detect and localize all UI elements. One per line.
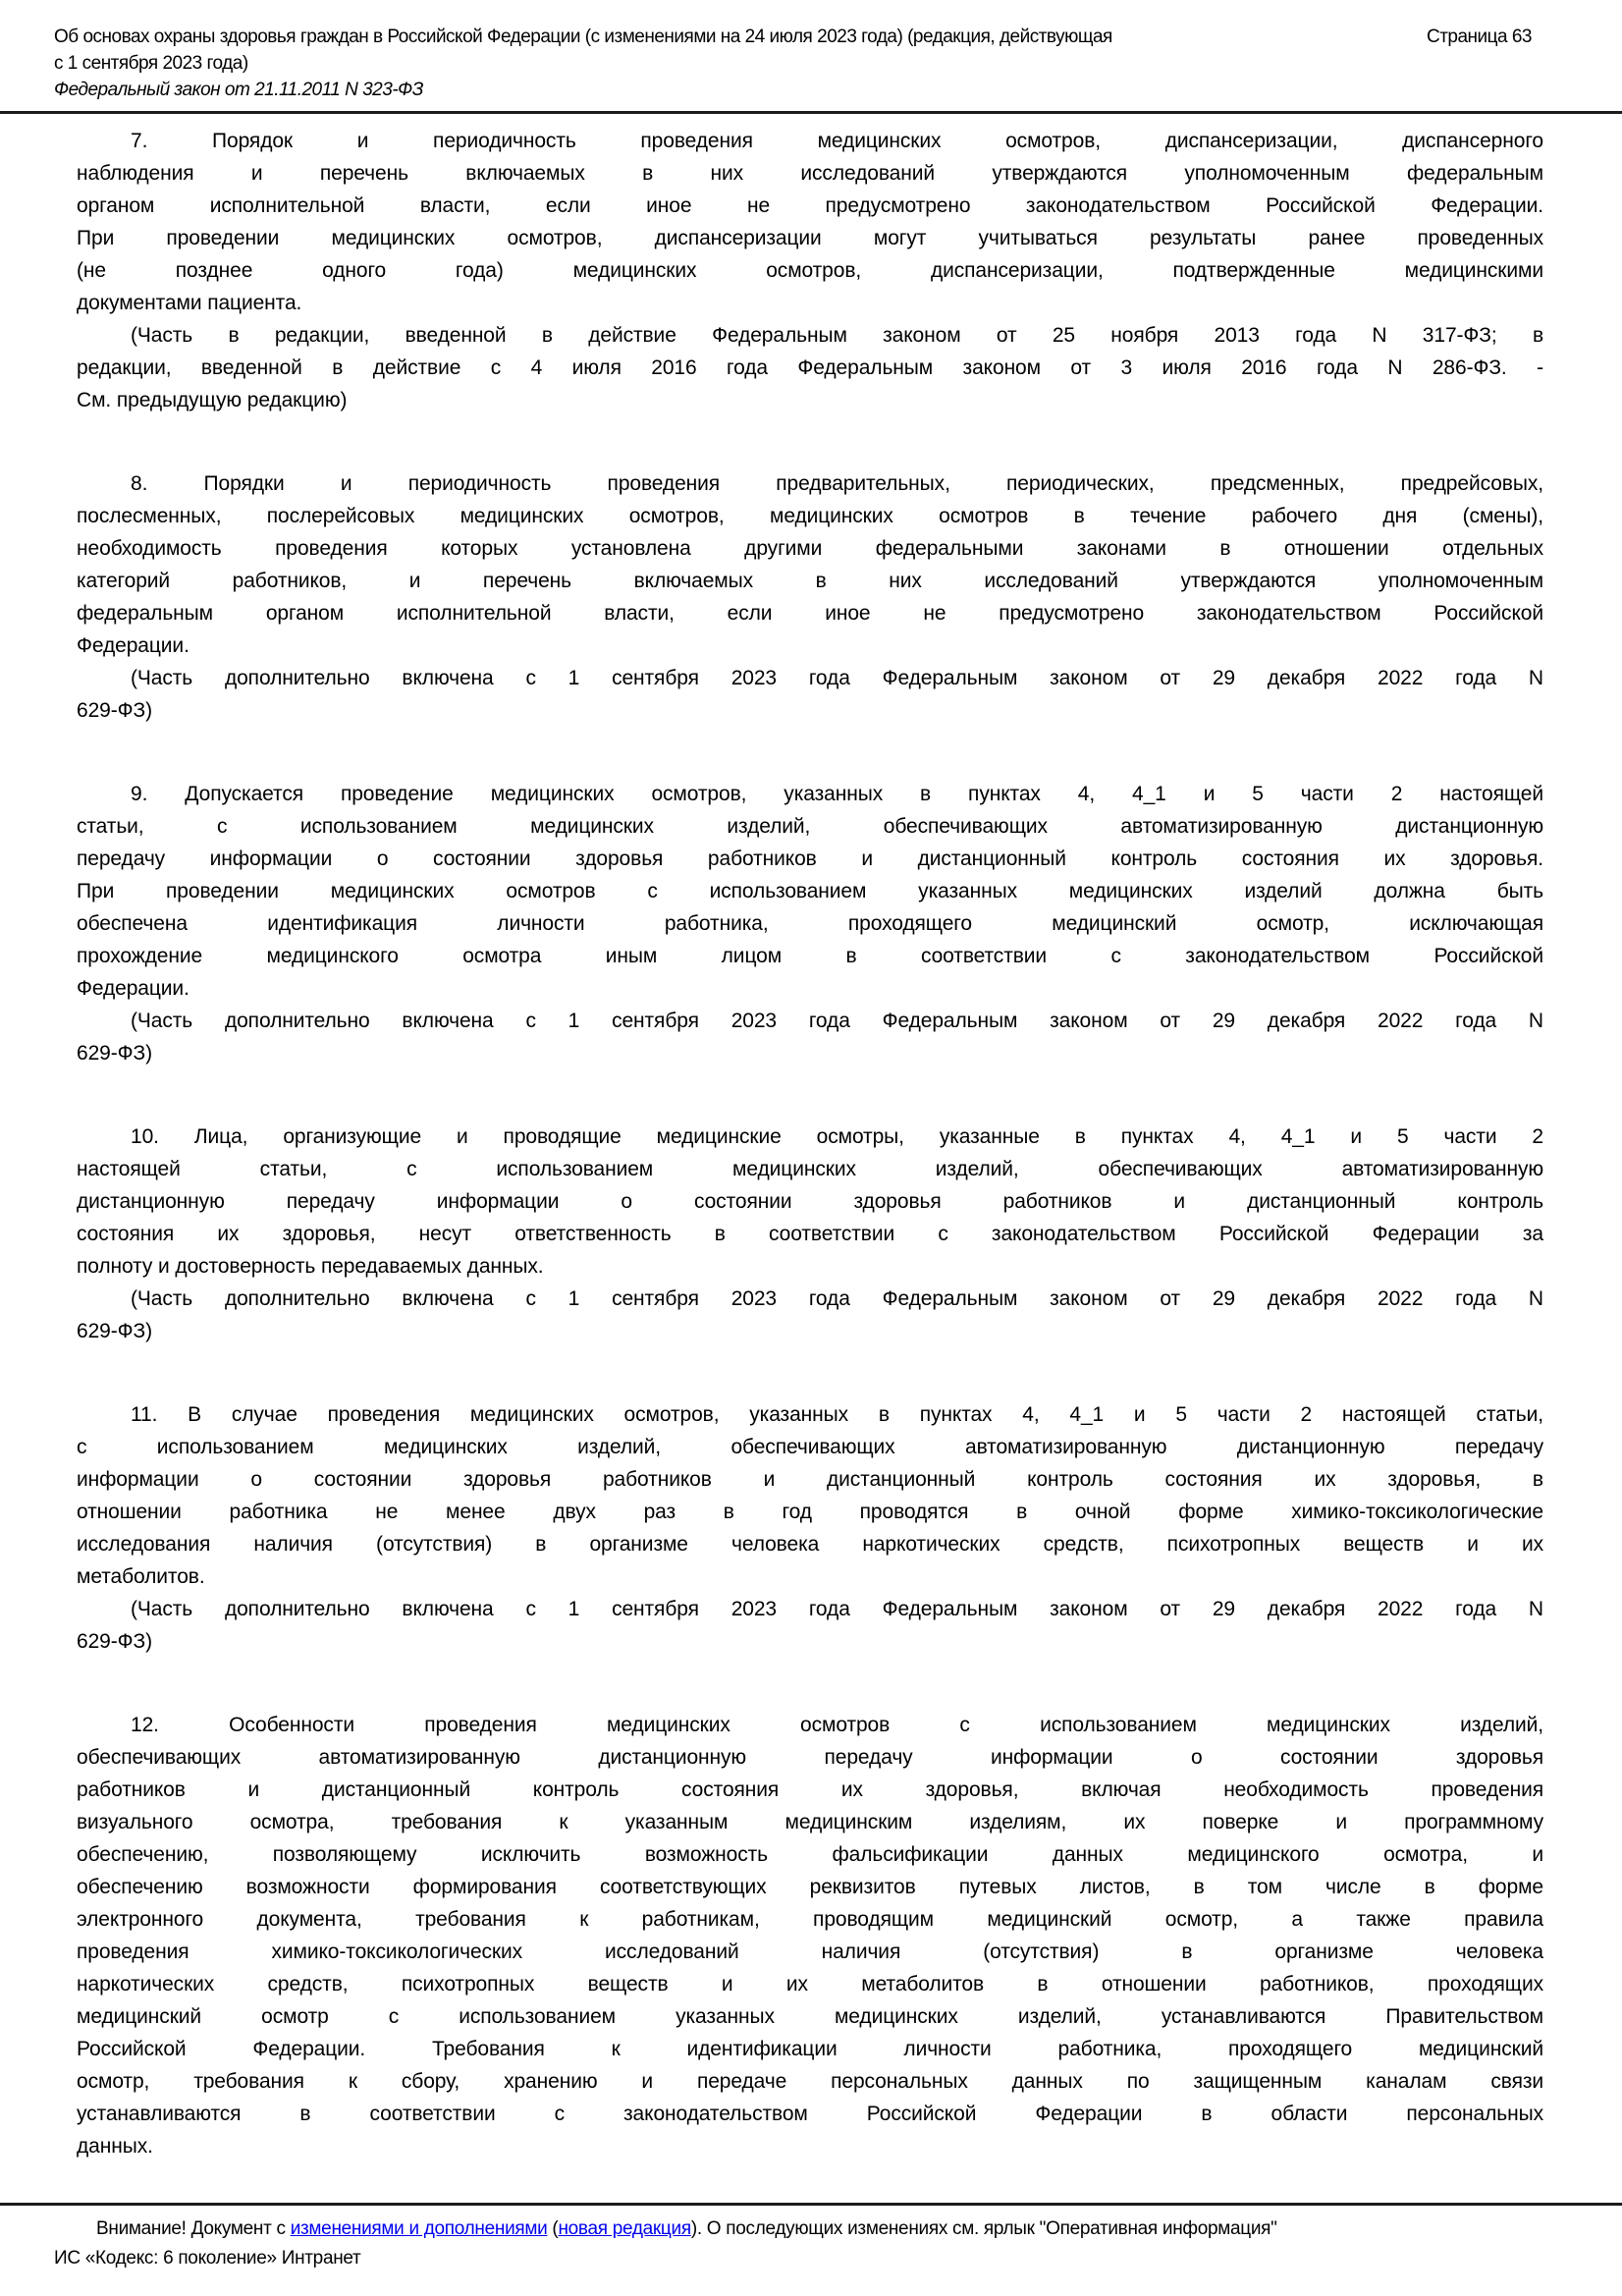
text-line: состояния их здоровья, несут ответственность в соответствии с законодательством Российской Федерации за xyxy=(77,1223,1543,1245)
new-edition-link[interactable]: новая редакция xyxy=(558,2218,691,2239)
document-title-line-1: Об основах охраны здоровья граждан в Российской Федерации (с изменениями на 24 июля 2023 года) (редакция, действующая xyxy=(54,27,1112,47)
document-title-line-2: с 1 сентября 2023 года) xyxy=(54,53,248,74)
paragraph xyxy=(77,778,1543,1005)
text-line: 8. Порядки и периодичность проведения предварительных, периодических, предсменных, предрейсовых, xyxy=(131,472,1543,495)
text-line: 10. Лица, организующие и проводящие медицинские осмотры, указанные в пунктах 4, 4_1 и 5 части 2 xyxy=(131,1125,1543,1148)
text-line: данных. xyxy=(77,2135,153,2158)
text-line: (Часть в редакции, введенной в действие Федеральным законом от 25 ноября 2013 года N 317-ФЗ; в xyxy=(131,324,1543,347)
paragraph xyxy=(77,1593,1543,1658)
paragraph xyxy=(77,125,1543,319)
text-line: обеспечена идентификация личности работника, проходящего медицинский осмотр, исключающая xyxy=(77,912,1543,935)
text-line: обеспечивающих автоматизированную дистанционную передачу информации о состоянии здоровья xyxy=(77,1746,1543,1769)
text-line: передачу информации о состоянии здоровья работников и дистанционный контроль состояния их здоровья. xyxy=(77,847,1543,870)
text-line: (Часть дополнительно включена с 1 сентября 2023 года Федеральным законом от 29 декабря 2022 года N xyxy=(131,667,1543,689)
text-line: (Часть дополнительно включена с 1 сентября 2023 года Федеральным законом от 29 декабря 2022 года N xyxy=(131,1287,1543,1310)
text-line: 11. В случае проведения медицинских осмотров, указанных в пунктах 4, 4_1 и 5 части 2 настоящей статьи, xyxy=(131,1403,1543,1426)
footer-notice xyxy=(54,2214,1568,2244)
text-line: Российской Федерации. Требования к идентификации личности работника, проходящего медицинский xyxy=(77,2038,1543,2060)
text-line: медицинский осмотр с использованием указанных медицинских изделий, устанавливаются Правительством xyxy=(77,2005,1543,2028)
text-line: 629-ФЗ) xyxy=(77,699,152,722)
footer-source: ИС «Кодекс: 6 поколение» Интранет xyxy=(54,2248,361,2269)
law-part-12 xyxy=(77,1709,1543,2162)
law-part-9 xyxy=(77,778,1543,1069)
text-line: Федерации. xyxy=(77,977,189,1000)
law-part-7 xyxy=(77,125,1543,416)
paragraph xyxy=(77,1121,1543,1283)
paragraph xyxy=(77,1398,1543,1593)
text-line: При проведении медицинских осмотров с использованием указанных медицинских изделий должна быть xyxy=(77,880,1543,902)
text-line: исследования наличия (отсутствия) в организме человека наркотических средств, психотропных веществ и их xyxy=(77,1533,1543,1556)
text-line: осмотр, требования к сбору, хранению и передаче персональных данных по защищенным каналам связи xyxy=(77,2070,1543,2093)
notice-mid: ( xyxy=(547,2218,559,2239)
text-line: 629-ФЗ) xyxy=(77,1320,152,1342)
text-line: 9. Допускается проведение медицинских осмотров, указанных в пунктах 4, 4_1 и 5 части 2 настоящей xyxy=(131,783,1543,805)
text-line: 629-ФЗ) xyxy=(77,1042,152,1065)
text-line: послесменных, послерейсовых медицинских осмотров, медицинских осмотров в течение рабочего дня (смены), xyxy=(77,505,1543,527)
text-line: документами пациента. xyxy=(77,292,302,314)
text-line: обеспечению, позволяющему исключить возможность фальсификации данных медицинского осмотра, и xyxy=(77,1843,1543,1866)
text-line: необходимость проведения которых установлена другими федеральными законами в отношении отдельных xyxy=(77,537,1543,560)
paragraph xyxy=(77,319,1543,416)
paragraph xyxy=(77,1005,1543,1069)
paragraph xyxy=(77,662,1543,727)
footer-divider xyxy=(0,2203,1622,2206)
text-line: категорий работников, и перечень включаемых в них исследований утверждаются уполномоченным xyxy=(77,570,1543,592)
text-line: визуального осмотра, требования к указанным медицинским изделиям, их поверке и программному xyxy=(77,1811,1543,1833)
notice-prefix: Внимание! Документ с xyxy=(96,2218,291,2239)
text-line: См. предыдущую редакцию) xyxy=(77,389,348,411)
page-footer xyxy=(54,2214,1568,2273)
page-number: Страница 63 xyxy=(1426,27,1532,47)
paragraph xyxy=(77,1709,1543,2162)
text-line: прохождение медицинского осмотра иным лицом в соответствии с законодательством Российской xyxy=(77,945,1543,967)
text-line: с использованием медицинских изделий, обеспечивающих автоматизированную дистанционную передачу xyxy=(77,1436,1543,1458)
text-line: проведения химико-токсикологических исследований наличия (отсутствия) в организме человека xyxy=(77,1941,1543,1963)
law-part-10 xyxy=(77,1121,1543,1347)
text-line: метаболитов. xyxy=(77,1565,205,1588)
text-line: статьи, с использованием медицинских изделий, обеспечивающих автоматизированную дистанционную xyxy=(77,815,1543,838)
text-line: (не позднее одного года) медицинских осмотров, диспансеризации, подтвержденные медицинскими xyxy=(77,259,1543,282)
text-line: При проведении медицинских осмотров, диспансеризации могут учитываться результаты ранее проведенных xyxy=(77,227,1543,249)
text-line: (Часть дополнительно включена с 1 сентября 2023 года Федеральным законом от 29 декабря 2022 года N xyxy=(131,1598,1543,1620)
text-line: органом исполнительной власти, если иное не предусмотрено законодательством Российской Федерации. xyxy=(77,194,1543,217)
page-header xyxy=(54,24,1568,103)
law-part-11 xyxy=(77,1398,1543,1658)
text-line: наркотических средств, психотропных веществ и их метаболитов в отношении работников, проходящих xyxy=(77,1973,1543,1995)
text-line: (Часть дополнительно включена с 1 сентября 2023 года Федеральным законом от 29 декабря 2022 года N xyxy=(131,1010,1543,1032)
law-part-8 xyxy=(77,467,1543,727)
changes-link[interactable]: изменениями и дополнениями xyxy=(290,2218,548,2239)
text-line: Федерации. xyxy=(77,634,189,657)
text-line: федеральным органом исполнительной власти, если иное не предусмотрено законодательством Российской xyxy=(77,602,1543,625)
header-divider xyxy=(0,111,1622,114)
text-line: электронного документа, требования к работникам, проводящим медицинский осмотр, а также правила xyxy=(77,1908,1543,1931)
text-line: обеспечению возможности формирования соответствующих реквизитов путевых листов, в том числе в форме xyxy=(77,1876,1543,1898)
text-line: отношении работника не менее двух раз в год проводятся в очной форме химико-токсикологические xyxy=(77,1501,1543,1523)
text-line: 629-ФЗ) xyxy=(77,1630,152,1653)
text-line: дистанционную передачу информации о состоянии здоровья работников и дистанционный контроль xyxy=(77,1190,1543,1213)
text-line: 7. Порядок и периодичность проведения медицинских осмотров, диспансеризации, диспансерного xyxy=(131,130,1543,152)
text-line: полноту и достоверность передаваемых данных. xyxy=(77,1255,544,1278)
text-line: устанавливаются в соответствии с законодательством Российской Федерации в области персональных xyxy=(77,2103,1543,2125)
paragraph xyxy=(77,1283,1543,1347)
document-reference: Федеральный закон от 21.11.2011 N 323-ФЗ xyxy=(54,80,423,100)
text-line: настоящей статьи, с использованием медицинских изделий, обеспечивающих автоматизированную xyxy=(77,1158,1543,1180)
document-body xyxy=(77,125,1543,2162)
paragraph xyxy=(77,467,1543,662)
text-line: редакции, введенной в действие с 4 июля 2016 года Федеральным законом от 3 июля 2016 года N 286-ФЗ. - xyxy=(77,356,1543,379)
text-line: наблюдения и перечень включаемых в них исследований утверждаются уполномоченным федеральным xyxy=(77,162,1543,185)
notice-suffix: ). О последующих изменениях см. ярлык "Оперативная информация" xyxy=(690,2218,1277,2239)
text-line: работников и дистанционный контроль состояния их здоровья, включая необходимость проведения xyxy=(77,1778,1543,1801)
text-line: информации о состоянии здоровья работников и дистанционный контроль состояния их здоровья, в xyxy=(77,1468,1543,1491)
text-line: 12. Особенности проведения медицинских осмотров с использованием медицинских изделий, xyxy=(131,1714,1543,1736)
